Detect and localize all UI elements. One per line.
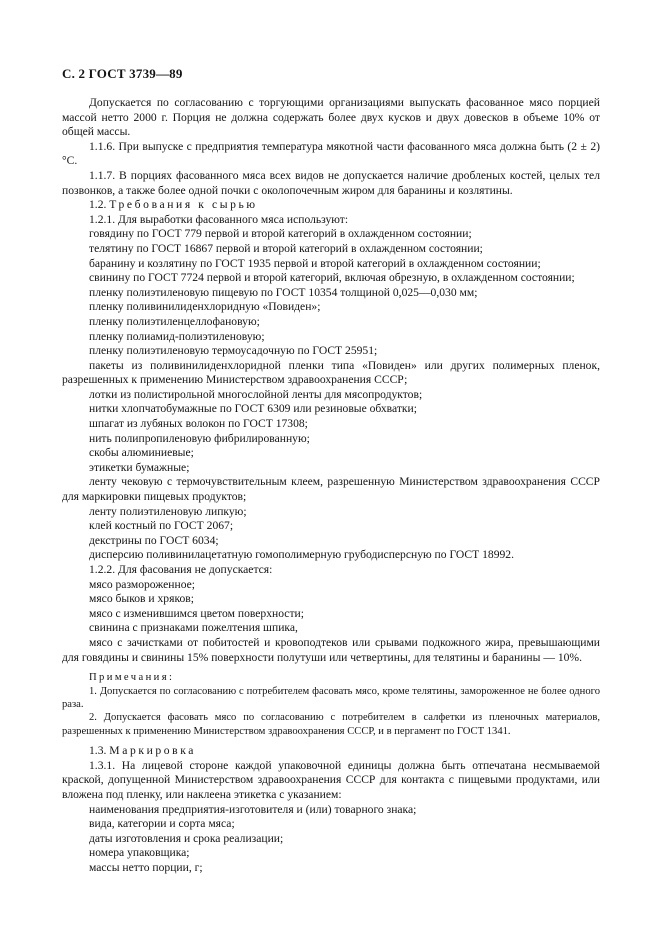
list-item: декстрины по ГОСТ 6034;: [89, 533, 219, 547]
page-header: С. 2 ГОСТ 3739—89: [62, 66, 183, 81]
list-item: скобы алюминиевые;: [89, 446, 194, 460]
list-item-pork: свинину по ГОСТ 7724 первой и второй категорий, включая обрезную, в охлажденном состоянии;: [89, 271, 575, 285]
list-item: пленку полиэтиленовую термоусадочную по ГОСТ 25951;: [89, 344, 378, 358]
section-title: Требования к сырью: [109, 198, 258, 212]
list-item: вида, категории и сорта мяса;: [89, 817, 235, 831]
list-item: мясо быков и хряков;: [89, 592, 194, 606]
list-item: пленку полиэтиленовую пищевую по ГОСТ 10354 толщиной 0,025—0,030 мм;: [89, 285, 478, 299]
section-title: Маркировка: [109, 744, 197, 758]
list-item: баранину и козлятину по ГОСТ 1935 первой и второй категорий в охлажденном состоянии;: [89, 256, 541, 270]
list-item-bruises: мясо с зачистками от побитостей и кровоподтеков или срывами подкожного жира, превышающими для говядины и свинины 15% поверхности полутуши или четвертины, для телятины и баранины — 10%.: [62, 635, 600, 664]
document-body: [62, 96, 600, 876]
note-1: 1. Допускается по согласованию с потребителем фасовать мясо, кроме телятины, замороженное не более одного раза.: [62, 685, 600, 710]
paragraph-1-2-1: 1.2.1. Для выработки фасованного мяса используют:: [89, 212, 349, 226]
list-item: наименования предприятия-изготовителя и (или) товарного знака;: [89, 802, 417, 816]
list-item-packages: пакеты из поливинилиденхлоридной пленки типа «Повиден» или других полимерных пленок, разрешенных к применению Министерством здравоохранения СССР;: [62, 358, 600, 387]
list-item: этикетки бумажные;: [89, 460, 190, 474]
list-item: пленку полиэтиленцеллофановую;: [89, 314, 260, 328]
list-item: даты изготовления и срока реализации;: [89, 831, 284, 845]
list-item: номера упаковщика;: [89, 846, 190, 860]
list-item: клей костный по ГОСТ 2067;: [89, 519, 234, 533]
list-item: пленку полиамид-полиэтиленовую;: [89, 329, 265, 343]
list-item: пленку поливинилиденхлоридную «Повиден»;: [89, 300, 321, 314]
notes-block: [62, 671, 600, 738]
section-number: 1.3.: [89, 744, 107, 758]
list-item: телятину по ГОСТ 16867 первой и второй категорий в охлажденном состоянии;: [89, 241, 483, 255]
section-heading-1-2: [62, 198, 600, 213]
paragraph-1-1-6: 1.1.6. При выпуске с предприятия температура мякотной части фасованного мяса должна быть (2 ± 2)°С.: [62, 139, 600, 168]
note-2: 2. Допускается фасовать мясо по согласованию с потребителем в салфетки из пленочных материалов, разрешенных к применению Министерством здравоохранения СССР, и в пергамент по ГОСТ 1341.: [62, 712, 600, 737]
list-item: лотки из полистирольной многослойной ленты для мясопродуктов;: [89, 387, 423, 401]
list-item: свинина с признаками пожелтения шпика,: [89, 621, 298, 635]
list-item: шпагат из лубяных волокон по ГОСТ 17308;: [89, 417, 308, 431]
paragraph-intro: Допускается по согласованию с торгующими организациями выпускать фасованное мясо порцией массой нетто 2000 г. Порция не должна содержать более двух кусков и двух довесков в объеме 10% от общей массы.: [62, 96, 600, 139]
list-item: ленту полиэтиленовую липкую;: [89, 504, 247, 518]
paragraph-1-2-2: 1.2.2. Для фасования не допускается:: [89, 563, 273, 576]
list-item: нить полипропиленовую фибрилированную;: [89, 431, 310, 445]
list-item-tape: ленту чековую с термочувствительным клеем, разрешенную Министерством здравоохранения СССР для маркировки пищевых продуктов;: [62, 475, 600, 504]
paragraph-1-1-7: 1.1.7. В порциях фасованного мяса всех видов не допускается наличие дробленых костей, целых тел позвонков, а также более одной почки с околопочечным жиром для баранины и козлятины.: [62, 168, 600, 197]
list-item: мясо с изменившимся цветом поверхности;: [89, 606, 304, 620]
list-item: дисперсию поливинилацетатную гомополимерную грубодисперсную по ГОСТ 18992.: [89, 548, 514, 562]
list-item: массы нетто порции, г;: [89, 860, 203, 874]
list-item: мясо размороженное;: [89, 577, 196, 591]
section-number: 1.2.: [89, 198, 107, 212]
list-item: говядину по ГОСТ 779 первой и второй категорий в охлажденном состоянии;: [89, 227, 472, 241]
list-item: нитки хлопчатобумажные по ГОСТ 6309 или резиновые обхватки;: [89, 402, 417, 416]
section-heading-1-3: [62, 744, 600, 759]
paragraph-1-3-1: 1.3.1. На лицевой стороне каждой упаковочной единицы должна быть отпечатана несмываемой краской, допущенной Министерством здравоохранения СССР для контакта с пищевыми продуктами, или вложена под пленку, или наклеена этикетка с указанием:: [62, 758, 600, 801]
notes-title: Примечания:: [89, 672, 175, 684]
